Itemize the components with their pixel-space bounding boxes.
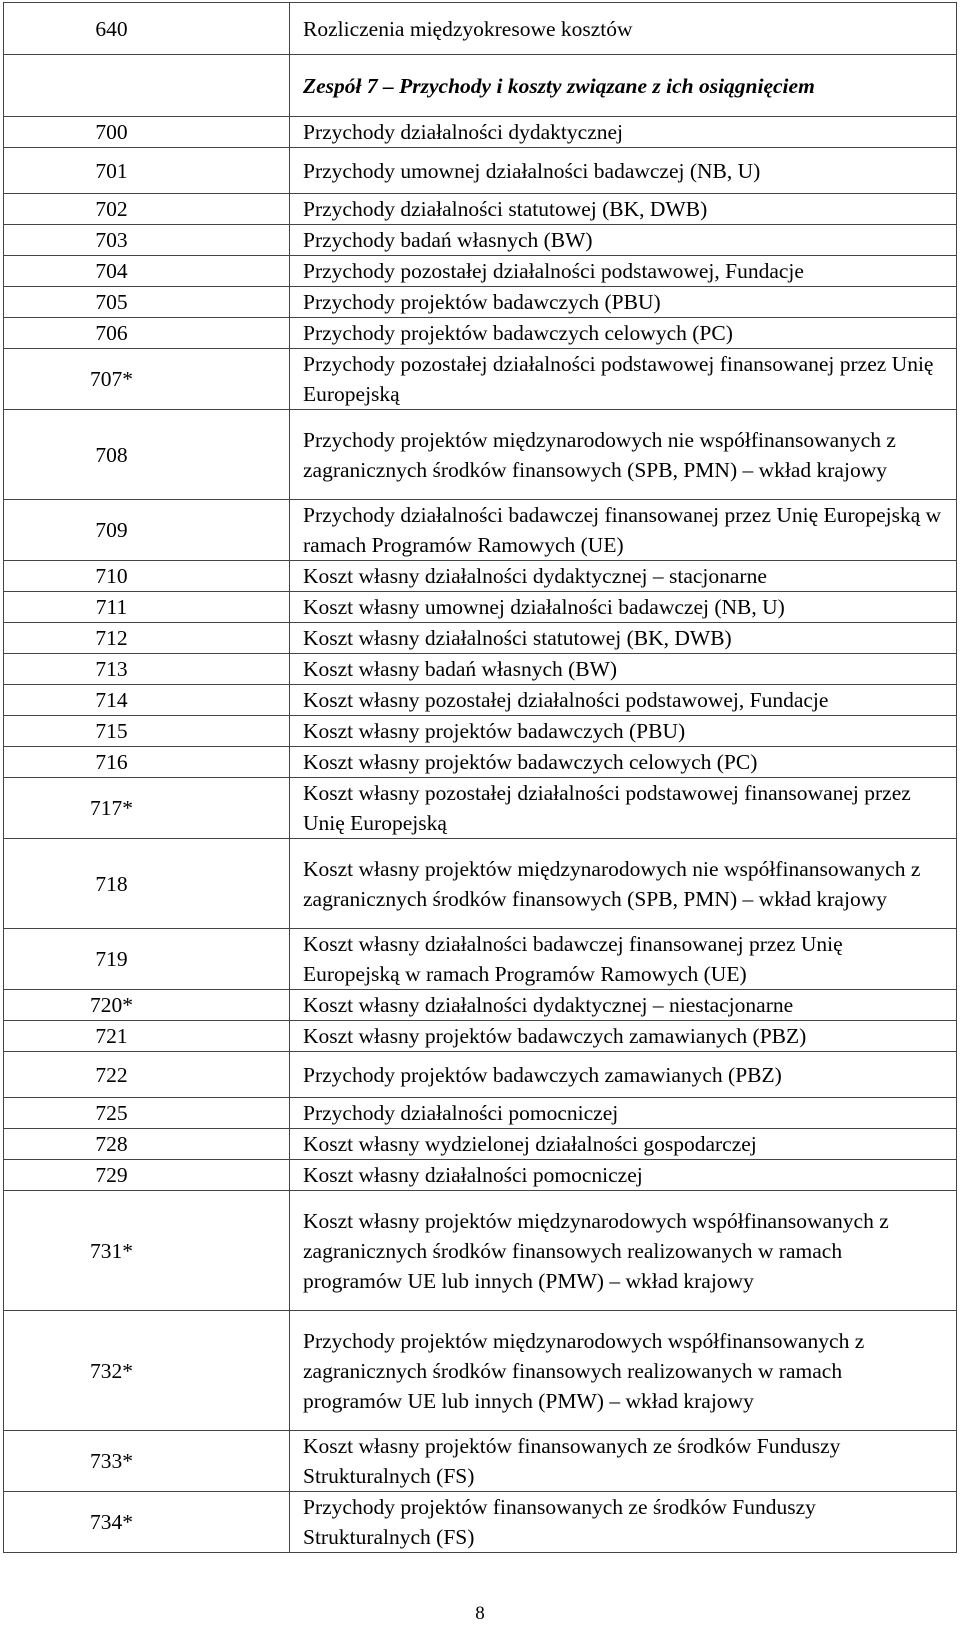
account-code: 706 <box>4 318 290 349</box>
account-code: 734* <box>4 1492 290 1553</box>
table-row <box>4 1492 957 1553</box>
account-description: Koszt własny projektów finansowanych ze środków Funduszy Strukturalnych (FS) <box>290 1431 957 1492</box>
account-code: 720* <box>4 990 290 1021</box>
account-code: 717* <box>4 778 290 839</box>
account-code: 704 <box>4 256 290 287</box>
table-row <box>4 194 957 225</box>
table-row <box>4 929 957 990</box>
account-description: Koszt własny działalności pomocniczej <box>290 1160 957 1191</box>
account-description: Przychody pozostałej działalności podstawowej finansowanej przez Unię Europejską <box>290 349 957 410</box>
table-row <box>4 3 957 55</box>
account-description: Przychody działalności dydaktycznej <box>290 117 957 148</box>
account-description: Przychody działalności statutowej (BK, DWB) <box>290 194 957 225</box>
account-description: Koszt własny umownej działalności badawczej (NB, U) <box>290 592 957 623</box>
account-description: Przychody projektów badawczych (PBU) <box>290 287 957 318</box>
account-description: Przychody działalności pomocniczej <box>290 1098 957 1129</box>
account-description: Koszt własny działalności dydaktycznej – niestacjonarne <box>290 990 957 1021</box>
table-row <box>4 1129 957 1160</box>
account-plan-table <box>3 2 957 1553</box>
account-code: 700 <box>4 117 290 148</box>
account-code: 731* <box>4 1191 290 1311</box>
table-row <box>4 623 957 654</box>
account-description: Przychody umownej działalności badawczej (NB, U) <box>290 148 957 194</box>
account-code: 709 <box>4 500 290 561</box>
account-description: Przychody projektów badawczych celowych (PC) <box>290 318 957 349</box>
table-row <box>4 349 957 410</box>
table-row <box>4 1311 957 1431</box>
table-row <box>4 1098 957 1129</box>
table-row <box>4 654 957 685</box>
table-row <box>4 1431 957 1492</box>
account-code: 712 <box>4 623 290 654</box>
account-description: Koszt własny projektów międzynarodowych współfinansowanych z zagranicznych środków finansowych realizowanych w ramach programów UE lub innych (PMW) – wkład krajowy <box>290 1191 957 1311</box>
account-code: 703 <box>4 225 290 256</box>
table-row <box>4 1191 957 1311</box>
account-code: 728 <box>4 1129 290 1160</box>
table-row <box>4 592 957 623</box>
account-code: 713 <box>4 654 290 685</box>
table-row <box>4 287 957 318</box>
account-description: Przychody pozostałej działalności podstawowej, Fundacje <box>290 256 957 287</box>
account-description: Koszt własny projektów badawczych celowych (PC) <box>290 747 957 778</box>
account-code: 716 <box>4 747 290 778</box>
table-body <box>4 3 957 1553</box>
table-row <box>4 500 957 561</box>
account-code: 733* <box>4 1431 290 1492</box>
table-row <box>4 1052 957 1098</box>
account-description: Koszt własny działalności badawczej finansowanej przez Unię Europejską w ramach Programów Ramowych (UE) <box>290 929 957 990</box>
account-code: 719 <box>4 929 290 990</box>
account-code: 715 <box>4 716 290 747</box>
table-row <box>4 747 957 778</box>
account-code: 710 <box>4 561 290 592</box>
account-code: 718 <box>4 839 290 929</box>
account-description: Koszt własny projektów międzynarodowych nie współfinansowanych z zagranicznych środków finansowych (SPB, PMN) – wkład krajowy <box>290 839 957 929</box>
table-row <box>4 839 957 929</box>
account-code: 640 <box>4 3 290 55</box>
account-code: 705 <box>4 287 290 318</box>
table-row <box>4 1160 957 1191</box>
account-description: Przychody działalności badawczej finansowanej przez Unię Europejską w ramach Programów Ramowych (UE) <box>290 500 957 561</box>
account-description: Koszt własny wydzielonej działalności gospodarczej <box>290 1129 957 1160</box>
table-row <box>4 318 957 349</box>
account-code: 707* <box>4 349 290 410</box>
account-code: 708 <box>4 410 290 500</box>
page-number: 8 <box>475 1603 485 1624</box>
table-row <box>4 685 957 716</box>
section-heading: Zespół 7 – Przychody i koszty związane z ich osiągnięciem <box>290 55 957 117</box>
account-description: Koszt własny badań własnych (BW) <box>290 654 957 685</box>
account-code: 721 <box>4 1021 290 1052</box>
table-row <box>4 716 957 747</box>
table-row <box>4 256 957 287</box>
account-description: Przychody projektów badawczych zamawianych (PBZ) <box>290 1052 957 1098</box>
table-row <box>4 55 957 117</box>
account-description: Przychody projektów międzynarodowych nie współfinansowanych z zagranicznych środków finansowych (SPB, PMN) – wkład krajowy <box>290 410 957 500</box>
account-description: Rozliczenia międzyokresowe kosztów <box>290 3 957 55</box>
table-row <box>4 990 957 1021</box>
account-description: Przychody projektów finansowanych ze środków Funduszy Strukturalnych (FS) <box>290 1492 957 1553</box>
account-description: Przychody projektów międzynarodowych współfinansowanych z zagranicznych środków finansowych realizowanych w ramach programów UE lub innych (PMW) – wkład krajowy <box>290 1311 957 1431</box>
account-code: 732* <box>4 1311 290 1431</box>
account-description: Koszt własny działalności dydaktycznej – stacjonarne <box>290 561 957 592</box>
table-row <box>4 561 957 592</box>
account-code: 725 <box>4 1098 290 1129</box>
account-description: Koszt własny projektów badawczych (PBU) <box>290 716 957 747</box>
account-code: 714 <box>4 685 290 716</box>
account-code: 711 <box>4 592 290 623</box>
table-row <box>4 225 957 256</box>
account-code <box>4 55 290 117</box>
account-code: 729 <box>4 1160 290 1191</box>
table-row <box>4 1021 957 1052</box>
table-row <box>4 410 957 500</box>
account-description: Koszt własny pozostałej działalności podstawowej finansowanej przez Unię Europejską <box>290 778 957 839</box>
account-description: Koszt własny projektów badawczych zamawianych (PBZ) <box>290 1021 957 1052</box>
account-code: 701 <box>4 148 290 194</box>
account-description: Koszt własny działalności statutowej (BK, DWB) <box>290 623 957 654</box>
account-description: Koszt własny pozostałej działalności podstawowej, Fundacje <box>290 685 957 716</box>
account-code: 722 <box>4 1052 290 1098</box>
table-row <box>4 117 957 148</box>
table-row <box>4 778 957 839</box>
table-row <box>4 148 957 194</box>
account-code: 702 <box>4 194 290 225</box>
account-description: Przychody badań własnych (BW) <box>290 225 957 256</box>
